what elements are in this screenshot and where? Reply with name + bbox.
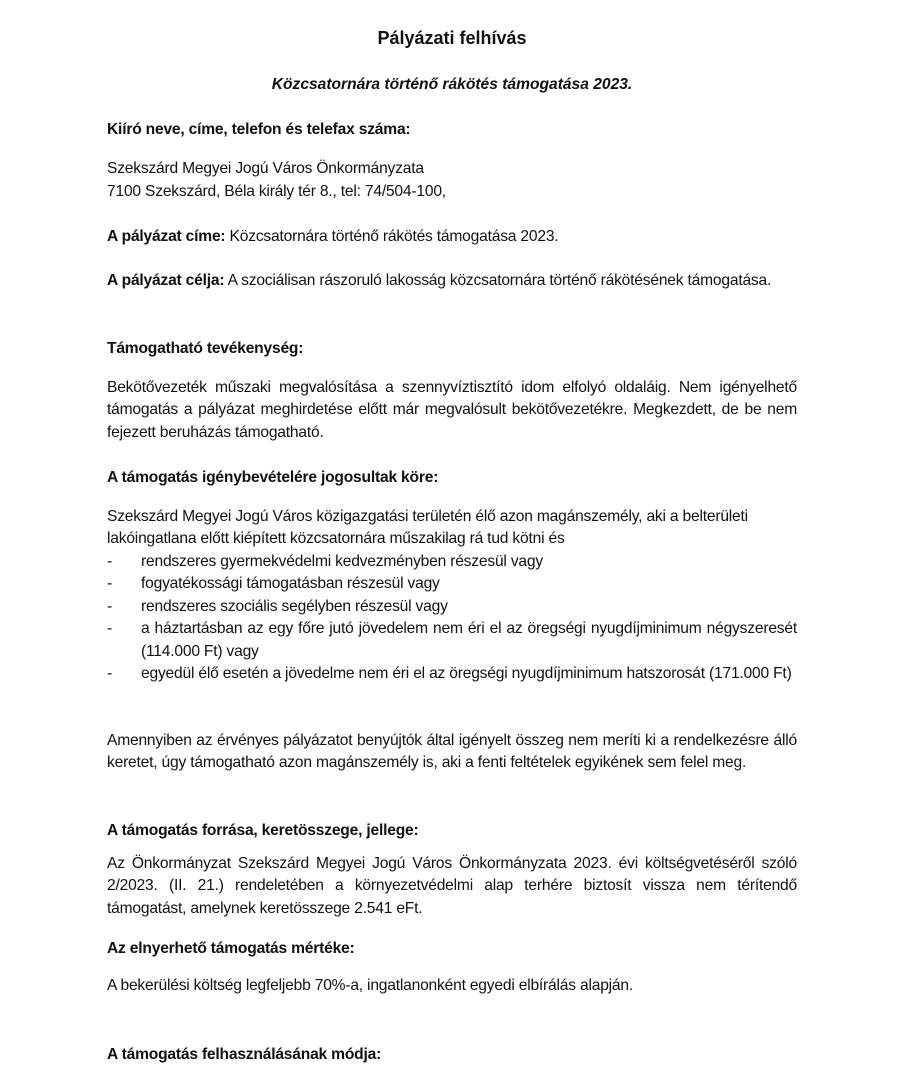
dash-bullet-icon: - [107, 553, 112, 570]
list-item: - rendszeres szociális segélyben részesül vagy [107, 596, 797, 618]
issuer-heading: Kiíró neve, címe, telefon és telefax száma: [107, 121, 411, 138]
supported-activity-text: Bekötővezeték műszaki megvalósítása a szennyvíztisztító idom elfolyó oldaláig. Nem igényelhető támogatás a pályázat meghirdetése előtt már megvalósult bekötővezetékre. Megkezdett, de be nem fejezett beruházás támogatható. [107, 379, 797, 441]
funding-heading: A támogatás forrása, keretösszege, jellege: [107, 822, 419, 839]
dash-bullet-icon: - [107, 665, 112, 683]
document-subtitle: Közcsatornára történő rákötés támogatása 2023. [271, 76, 633, 93]
eligibility-list [107, 551, 797, 685]
funding-text: Az Önkormányzat Szekszárd Megyei Jogú Város Önkormányzata 2023. évi költségvetéséről szóló 2/2023. (II. 21.) rendeletében a környezetvédelmi alap terhére biztosít vissza nem térítendő támogatást, amelynek keretösszege 2.541 eFt. [107, 855, 797, 917]
supported-activity-heading: Támogatható tevékenység: [107, 340, 304, 357]
project-goal [107, 270, 797, 292]
dash-bullet-icon: - [107, 575, 112, 593]
list-item: - egyedül élő esetén a jövedelme nem éri el az öregségi nyugdíjminimum hatszorosát (171.000 Ft) [107, 663, 797, 685]
project-goal-label: A pályázat célja: [107, 272, 225, 289]
dash-bullet-icon: - [107, 620, 112, 638]
eligibility-heading: A támogatás igénybevételére jogosultak köre: [107, 469, 439, 486]
issuer-address: 7100 Szekszárd, Béla király tér 8., tel: 74/504-100, [107, 183, 446, 200]
project-title-label: A pályázat címe: [107, 228, 226, 245]
usage-heading: A támogatás felhasználásának módja: [107, 1046, 382, 1063]
list-item: - rendszeres gyermekvédelmi kedvezményben részesül vagy [107, 551, 797, 573]
eligibility-intro: Szekszárd Megyei Jogú Város közigazgatási területén élő azon magánszemély, aki a belterületi lakóingatlana előtt kiépített közcsatornára műszakilag rá tud kötni és [107, 508, 748, 548]
document-title: Pályázati felhívás [377, 28, 527, 48]
list-item: - a háztartásban az egy főre jutó jövedelem nem éri el az öregségi nyugdíjminimum négyszeresét (114.000 Ft) vagy [107, 620, 797, 660]
amount-text: A bekerülési költség legfeljebb 70%-a, ingatlanonként egyedi elbírálás alapján. [107, 977, 634, 994]
issuer-name: Szekszárd Megyei Jogú Város Önkormányzata [107, 160, 424, 177]
list-item: - fogyatékossági támogatásban részesül vagy [107, 573, 797, 595]
project-title [107, 226, 797, 248]
project-goal-value: A szociálisan rászoruló lakosság közcsatornára történő rákötésének támogatása. [224, 272, 772, 289]
project-title-value: Közcsatornára történő rákötés támogatása 2023. [225, 228, 559, 245]
dash-bullet-icon: - [107, 597, 112, 615]
amount-heading: Az elnyerhető támogatás mértéke: [107, 940, 355, 957]
eligibility-note: Amennyiben az érvényes pályázatot benyújtók által igényelt összeg nem meríti ki a rendelkezésre álló keretet, úgy támogatható azon magánszemély is, aki a fenti feltételek egyikének sem felel meg. [107, 732, 797, 772]
